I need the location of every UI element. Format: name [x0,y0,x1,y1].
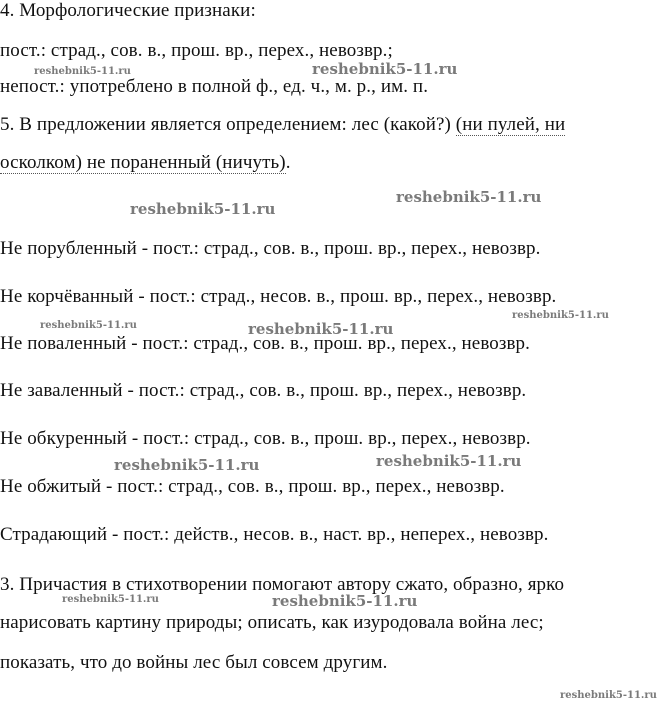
permanent-features-line: пост.: страд., сов. в., прош. вр., перех., невозвр.; [0,40,393,61]
watermark: reshebnik5-11.ru [40,320,137,331]
watermark: reshebnik5-11.ru [560,690,657,701]
watermark: reshebnik5-11.ru [396,188,542,206]
definition-underlined-phrase-1: (ни пулей, ни [455,114,566,135]
participle-line-korchevanny: Не корчёванный - пост.: страд., несов. в., прош. вр., перех., невозвр. [0,286,557,307]
watermark: reshebnik5-11.ru [272,592,418,610]
watermark: reshebnik5-11.ru [248,320,394,338]
watermark: reshebnik5-11.ru [62,594,159,605]
definition-line-2 [0,152,291,174]
participle-line-povalenny: Не поваленный - пост.: страд., сов. в., прош. вр., перех., невозвр. [0,333,530,354]
participle-line-obkurenny: Не обкуренный - пост.: страд., сов. в., прош. вр., перех., невозвр. [0,428,531,449]
variable-features-line: непост.: употреблено в полной ф., ед. ч., м. р., им. п. [0,76,429,97]
heading-morphology: 4. Морфологические признаки: [0,0,256,21]
definition-line-1-text: 5. В предложении является определением: лес (какой?) [0,114,456,135]
watermark: reshebnik5-11.ru [114,456,260,474]
answer-line-1: 3. Причастия в стихотворении помогают автору сжато, образно, ярко [0,574,565,595]
watermark: reshebnik5-11.ru [512,310,609,321]
participle-line-zavalenny: Не заваленный - пост.: страд., сов. в., прош. вр., перех., невозвр. [0,380,527,401]
answer-line-2: нарисовать картину природы; описать, как изуродовала война лес; [0,612,544,633]
watermark: reshebnik5-11.ru [34,66,131,77]
definition-line-1 [0,114,565,136]
participle-line-stradayushchy: Страдающий - пост.: действ., несов. в., наст. вр., неперех., невозвр. [0,524,549,545]
definition-underlined-phrase-2: осколком) не пораненный (ничуть) [0,152,286,173]
watermark: reshebnik5-11.ru [376,452,522,470]
watermark: reshebnik5-11.ru [312,60,458,78]
participle-line-obzhity: Не обжитый - пост.: страд., сов. в., прош. вр., перех., невозвр. [0,476,505,497]
watermark: reshebnik5-11.ru [130,200,276,218]
definition-line-2-end: . [285,152,291,173]
answer-line-3: показать, что до войны лес был совсем другим. [0,652,388,673]
participle-line-porublenny: Не порубленный - пост.: страд., сов. в., прош. вр., перех., невозвр. [0,238,541,259]
